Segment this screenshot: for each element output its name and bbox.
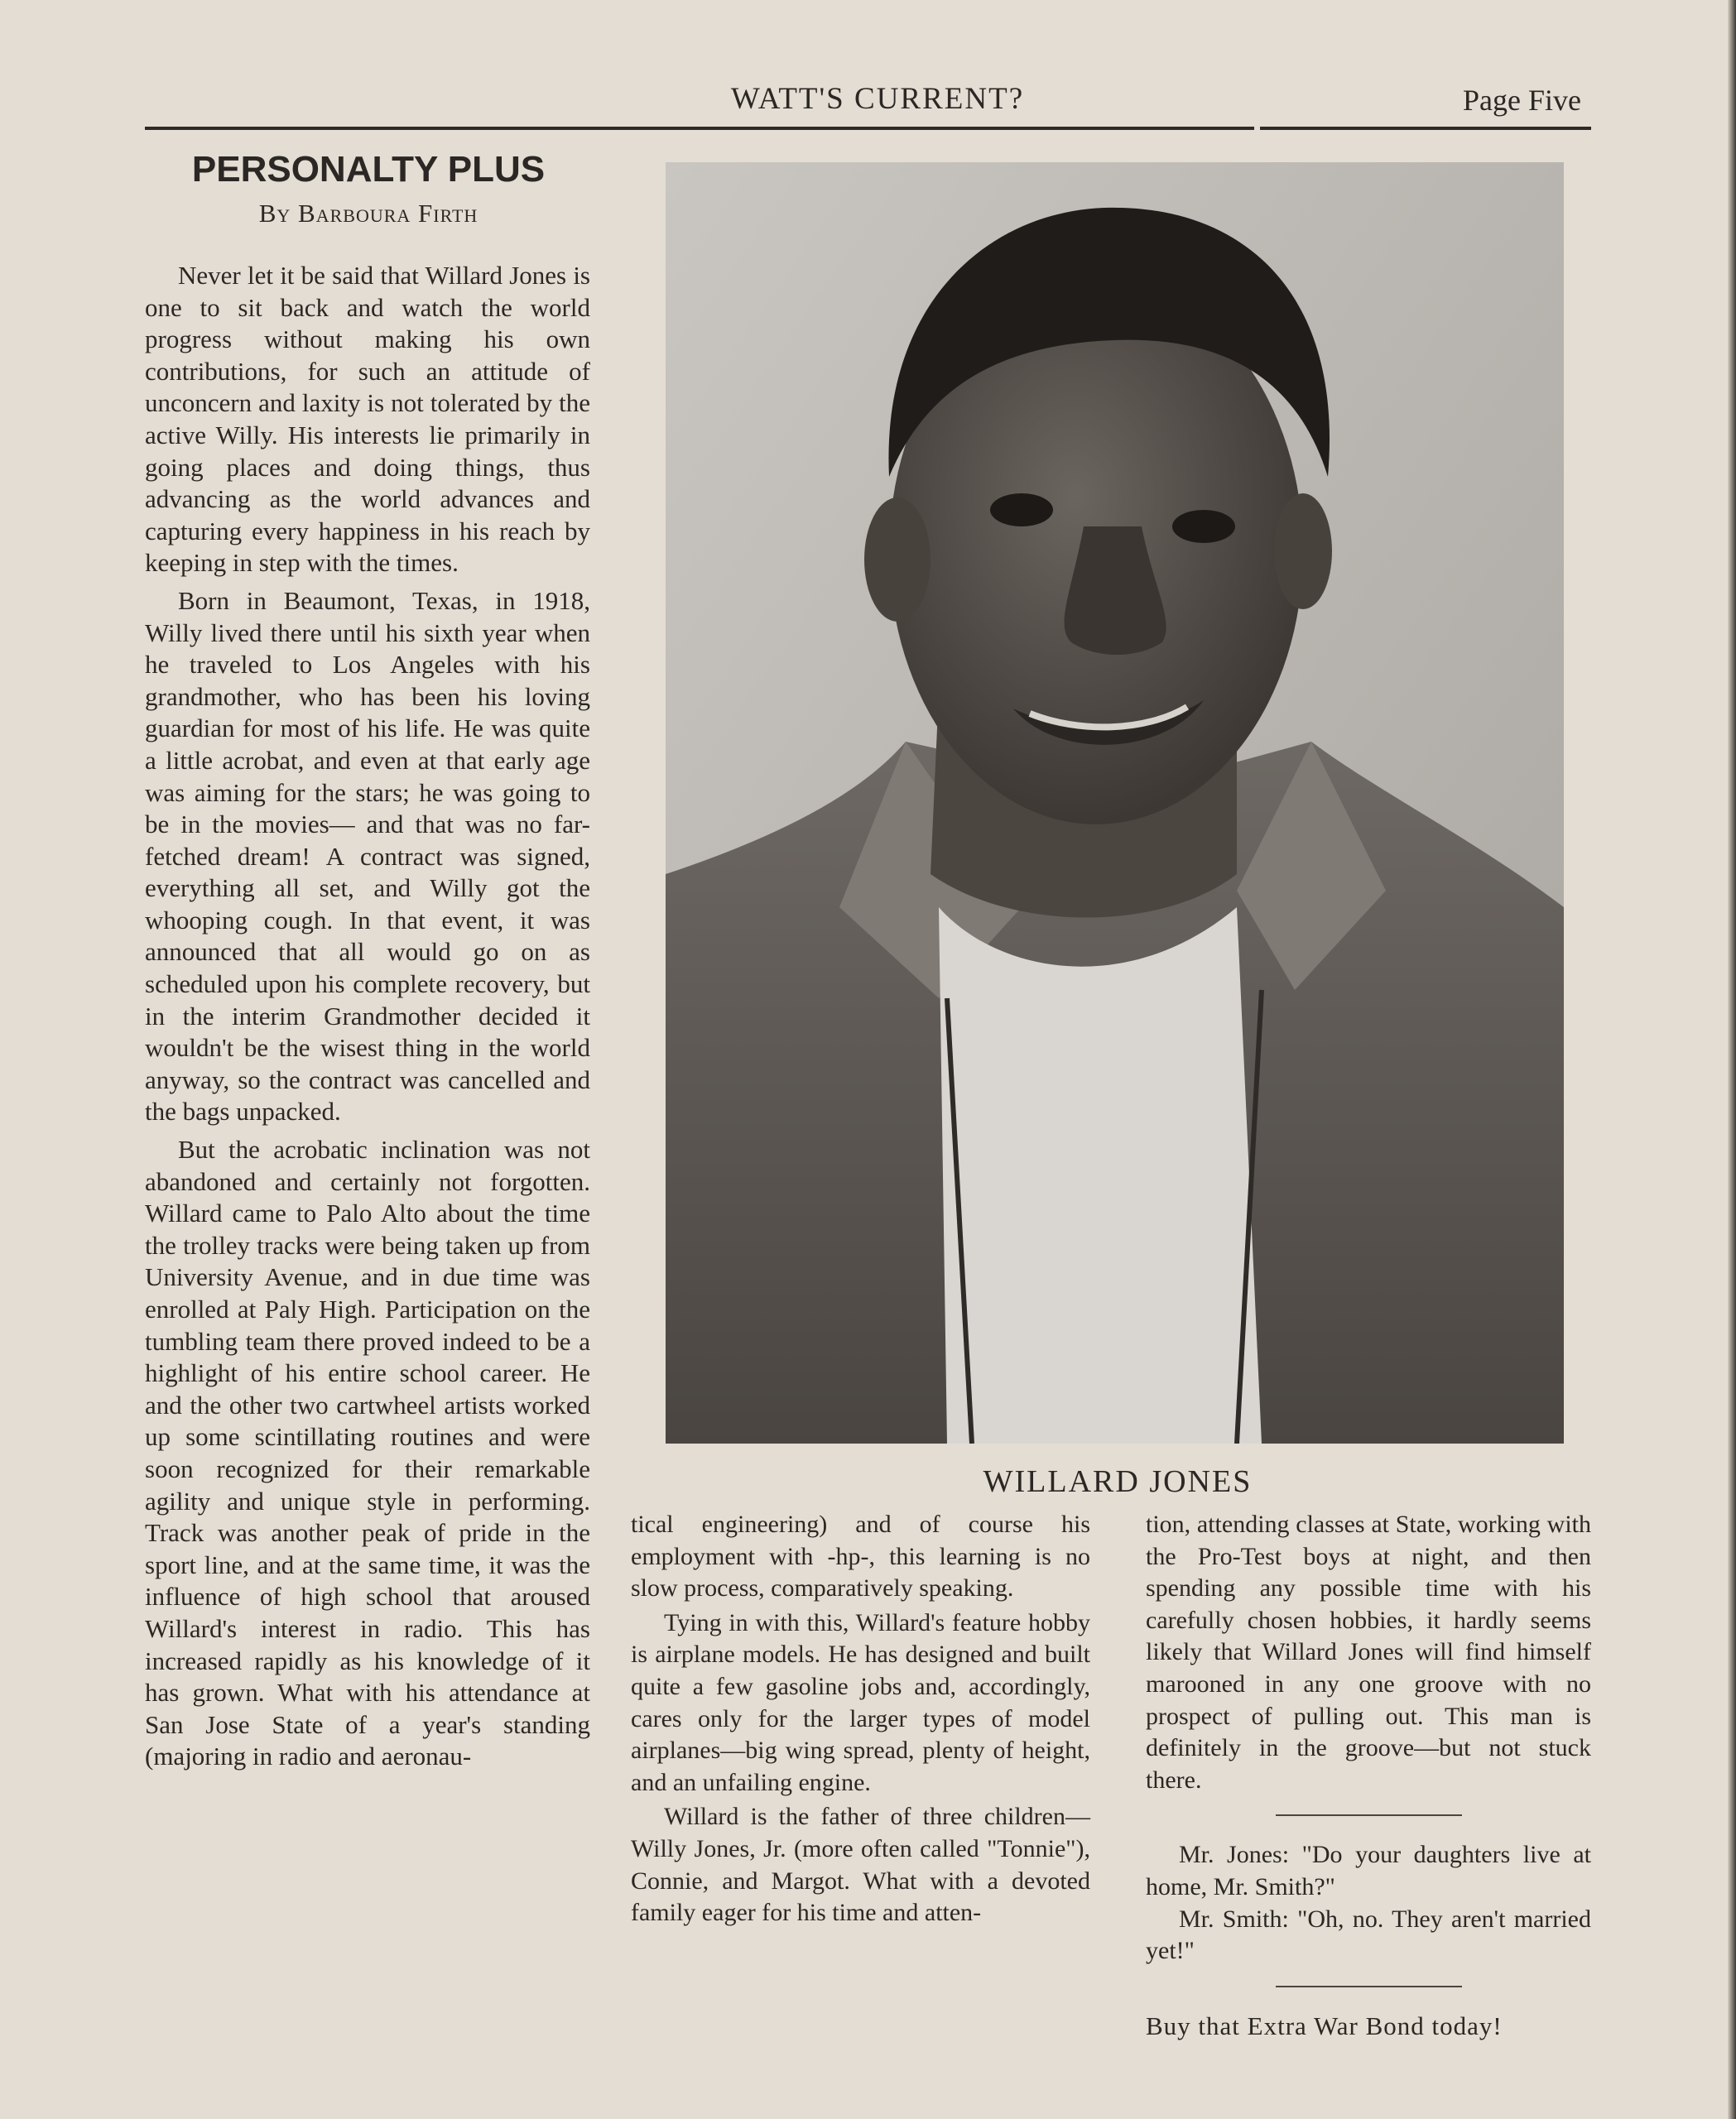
photo-caption: WILLARD JONES (983, 1464, 1253, 1499)
war-bond-note: Buy that Extra War Bond today! (1146, 2011, 1503, 2040)
paragraph: But the acrobatic inclination was not abandoned and certainly not forgotten. Willard came to Palo Alto about the time the trolley tracks were being taken up from University Avenue, and in due time was enrolled at Paly High. Participation on the tumbling team there proved indeed to be a highlight of his entire school career. He and the other two cartwheel artists worked up some scintillating routines and were soon recognized for their remarkable agility and unique style in performing. Track was another peak of pride in the sport line, and at the same time, it was the influence of high school that aroused Willard's interest in radio. This has increased rapidly as his knowledge of it has grown. What with his attendance at San Jose State of a year's standing (majoring in radio and aeronau- (145, 1135, 590, 1771)
page-edge-shadow (1728, 0, 1736, 2119)
article-byline: By Barboura Firth (258, 199, 478, 228)
header-rule-left (145, 127, 1254, 130)
article-title: PERSONALTY PLUS (191, 149, 546, 190)
section-divider (1276, 1986, 1462, 1987)
article-column-left (145, 260, 590, 1779)
paragraph: Never let it be said that Willard Jones is one to sit back and watch the world progress without making his own contributions, for such an attitude of unconcern and laxity is not tolerated by the active Willy. His interests lie primarily in going places and doing things, thus advancing as the world advances and capturing every happiness in his reach by keeping in step with the times. (145, 261, 590, 578)
joke-line: Mr. Smith: "Oh, no. They aren't married yet!" (1146, 1905, 1591, 1965)
paragraph: Willard is the father of three children—Willy Jones, Jr. (more often called "Tonnie"), Connie, and Margot. What with a devoted family eager for his time and atten- (631, 1803, 1090, 1927)
portrait-illustration (666, 162, 1564, 1444)
header-rule-right (1260, 127, 1591, 130)
page-number: Page Five (1463, 84, 1581, 117)
paragraph: tion, attending classes at State, working with the Pro-Test boys at night, and then spending any possible time with his carefully chosen hobbies, it hardly seems likely that Willard Jones will find himself marooned in any one groove with no prospect of pulling out. This man is definitely in the groove—but not stuck there. (1146, 1511, 1591, 1794)
portrait-photo (666, 162, 1564, 1444)
paragraph: tical engineering) and of course his employment with -hp-, this learning is no slow process, comparatively speaking. (631, 1511, 1090, 1602)
article-column-right (1146, 1509, 1591, 2042)
paragraph: Born in Beaumont, Texas, in 1918, Willy lived there until his sixth year when he traveled to Los Angeles with his grandmother, who has been his loving guardian for most of his life. He was quite a little acrobat, and even at that early age was aiming for the stars; he was going to be in the movies— and that was no far-fetched dream! A contract was signed, everything all set, and Willy got the whooping cough. In that event, it was announced that all would go on as scheduled upon his complete recovery, but in the interim Grandmother decided it wouldn't be the wisest thing in the world anyway, so the contract was cancelled and the bags unpacked. (145, 585, 590, 1127)
section-divider (1276, 1814, 1462, 1816)
article-column-middle (631, 1509, 1090, 1932)
joke-line: Mr. Jones: "Do your daughters live at home, Mr. Smith?" (1146, 1841, 1591, 1900)
running-header-title: WATT'S CURRENT? (730, 82, 1025, 116)
paragraph: Tying in with this, Willard's feature hobby is airplane models. He has designed and built quite a few gasoline jobs and, accordingly, cares only for the larger types of model airplanes—big wing spread, plenty of height, and an unfailing engine. (631, 1608, 1090, 1796)
